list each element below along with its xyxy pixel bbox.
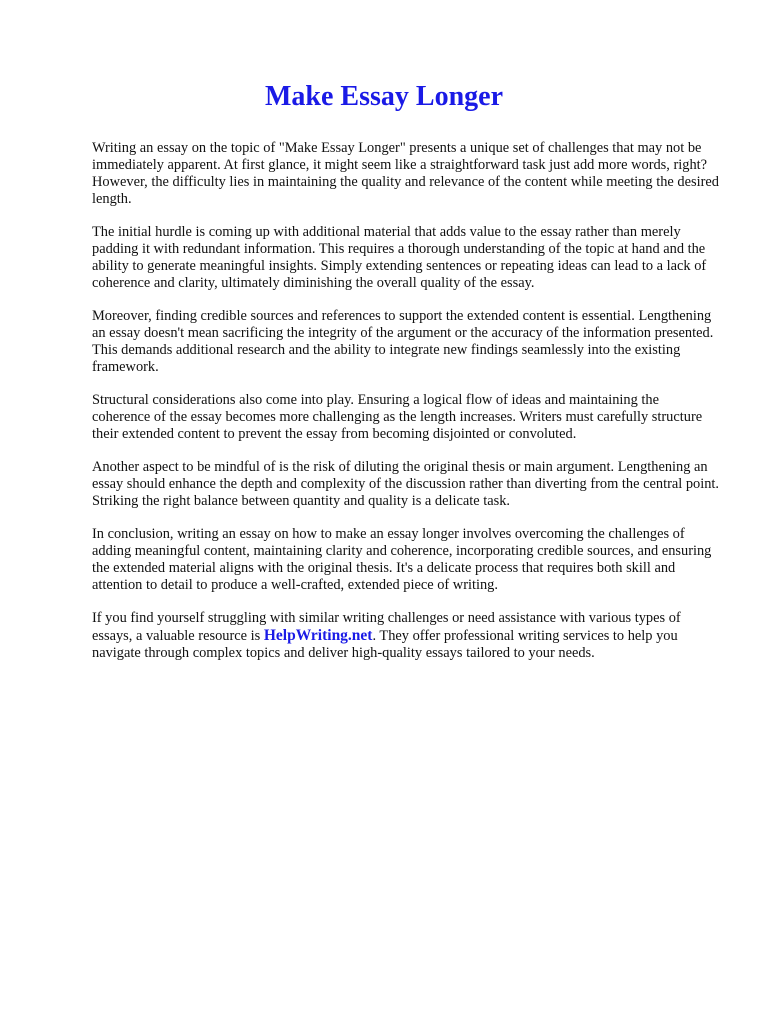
paragraph-1: Writing an essay on the topic of "Make Essay Longer" presents a unique set of challenges that may not be immediately apparent. At first glance, it might seem like a straightforward task just add more words, right? However, the difficulty lies in maintaining the quality and relevance of the content while meeting the desired length. xyxy=(92,140,719,207)
page-title: Make Essay Longer xyxy=(265,81,503,112)
helpwriting-link[interactable]: HelpWriting.net xyxy=(263,627,373,644)
paragraph-7-before-link: If you find yourself struggling with similar writing challenges or need assistance with various types of essays, a valuable resource is xyxy=(92,610,681,644)
paragraph-7-after-link: . They offer professional writing services to help you navigate through complex topics and deliver high-quality essays tailored to your needs. xyxy=(92,628,678,661)
paragraph-7 xyxy=(92,610,720,662)
paragraph-6: In conclusion, writing an essay on how to make an essay longer involves overcoming the challenges of adding meaningful content, maintaining clarity and coherence, incorporating credible sources, and ensuring the extended material aligns with the original thesis. It's a delicate process that requires both skill and attention to detail to produce a well-crafted, extended piece of writing. xyxy=(92,526,712,593)
paragraph-5: Another aspect to be mindful of is the risk of diluting the original thesis or main argument. Lengthening an essay should enhance the depth and complexity of the discussion rather than diverting from the central point. Striking the right balance between quantity and quality is a delicate task. xyxy=(92,459,720,509)
paragraph-4: Structural considerations also come into play. Ensuring a logical flow of ideas and maintaining the coherence of the essay becomes more challenging as the length increases. Writers must carefully structure their extended content to prevent the essay from becoming disjointed or convoluted. xyxy=(92,392,703,442)
paragraph-2: The initial hurdle is coming up with additional material that adds value to the essay rather than merely padding it with redundant information. This requires a thorough understanding of the topic at hand and the ability to generate meaningful insights. Simply extending sentences or repeating ideas can lead to a lack of coherence and clarity, ultimately diminishing the overall quality of the essay. xyxy=(92,224,707,291)
paragraph-3: Moreover, finding credible sources and references to support the extended content is essential. Lengthening an essay doesn't mean sacrificing the integrity of the argument or the accuracy of the information presented. This demands additional research and the ability to integrate new findings seamlessly into the existing framework. xyxy=(92,308,714,375)
document-body xyxy=(92,140,720,662)
